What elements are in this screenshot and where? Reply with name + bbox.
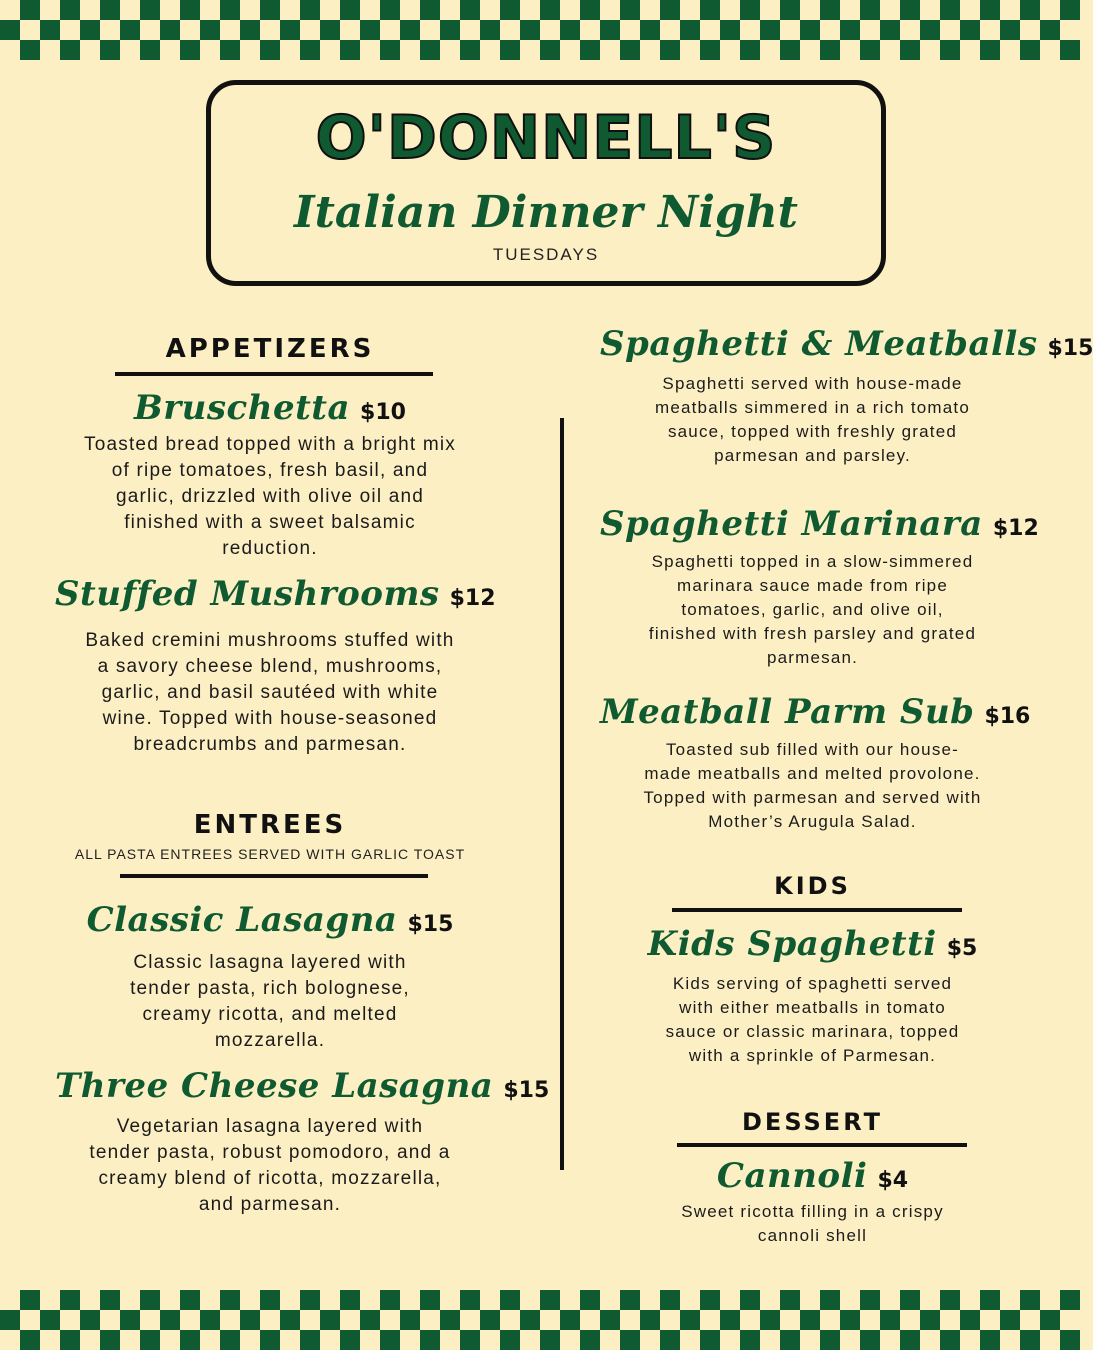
section-title-appetizers: APPETIZERS	[165, 334, 375, 364]
section-title-entrees: ENTREES	[193, 810, 347, 840]
item-description: Vegetarian lasagna layered with tender pasta, robust pomodoro, and a creamy blend of ricotta, mozzarella, and parmesan.	[89, 1116, 451, 1215]
menu-item-three-cheese-lasagna	[55, 1066, 550, 1106]
item-name: Spaghetti & Meatballs	[600, 324, 1038, 364]
item-name: Cannoli	[716, 1156, 868, 1196]
item-name: Spaghetti Marinara	[600, 504, 983, 544]
item-price: $5	[946, 936, 978, 961]
item-price: $15	[1047, 336, 1093, 361]
menu-item-classic-lasagna	[55, 900, 485, 940]
item-description: Kids serving of spaghetti served with either meatballs in tomato sauce or classic marinara, topped with a sprinkle of Parmesan.	[665, 974, 960, 1065]
restaurant-name: O'DONNELL'S	[315, 103, 777, 173]
item-price: $15	[407, 912, 454, 937]
item-price: $15	[503, 1078, 550, 1103]
item-name: Bruschetta	[134, 388, 351, 428]
menu-item-stuffed-mushrooms	[55, 574, 496, 614]
item-description: Baked cremini mushrooms stuffed with a savory cheese blend, mushrooms, garlic, and basil sautéed with white wine. Topped with house-seasoned breadcrumbs and parmesan.	[85, 630, 455, 755]
item-description: Toasted sub filled with our house-made meatballs and melted provolone. Topped with parmesan and served with Mother’s Arugula Salad.	[643, 740, 982, 831]
menu-item-spaghetti-marinara	[600, 504, 1039, 544]
item-name: Classic Lasagna	[86, 900, 398, 940]
menu-item-bruschetta	[55, 388, 485, 428]
menu-item-cannoli	[600, 1156, 1025, 1196]
item-name: Three Cheese Lasagna	[55, 1066, 494, 1106]
item-price: $4	[877, 1168, 909, 1193]
item-price: $12	[449, 586, 496, 611]
dessert-rule	[677, 1143, 967, 1147]
column-divider	[560, 418, 564, 1170]
item-price: $16	[984, 704, 1031, 729]
event-day: TUESDAYS	[492, 245, 600, 264]
item-price: $12	[992, 516, 1039, 541]
menu-item-kids-spaghetti	[600, 924, 1025, 964]
item-price: $10	[360, 400, 406, 425]
item-name: Meatball Parm Sub	[600, 692, 975, 732]
item-description: Spaghetti topped in a slow-simmered marinara sauce made from ripe tomatoes, garlic, and olive oil, finished with fresh parsley and grated parmesan.	[648, 552, 977, 667]
section-title-dessert: DESSERT	[742, 1108, 883, 1136]
right-column	[600, 0, 1093, 1350]
event-title: Italian Dinner Night	[293, 187, 799, 238]
appetizers-rule	[115, 372, 433, 376]
checker-border-bottom	[0, 1290, 1080, 1350]
kids-rule	[672, 908, 962, 912]
section-title-kids: KIDS	[774, 872, 851, 900]
menu-item-spaghetti-meatballs	[600, 324, 1093, 364]
entrees-rule	[120, 874, 428, 878]
entrees-note: ALL PASTA ENTREES SERVED WITH GARLIC TOAST	[74, 846, 466, 862]
item-description: Toasted bread topped with a bright mix of ripe tomatoes, fresh basil, and garlic, drizzled with olive oil and finished with a sweet balsamic reduction.	[84, 434, 456, 559]
item-description: Sweet ricotta filling in a crispy cannoli shell	[681, 1202, 944, 1245]
menu-item-meatball-parm-sub	[600, 692, 1031, 732]
item-description: Classic lasagna layered with tender pasta, rich bolognese, creamy ricotta, and melted mozzarella.	[130, 952, 410, 1051]
item-name: Kids Spaghetti	[647, 924, 937, 964]
item-description: Spaghetti served with house-made meatballs simmered in a rich tomato sauce, topped with freshly grated parmesan and parsley.	[654, 374, 971, 465]
item-name: Stuffed Mushrooms	[55, 574, 440, 614]
